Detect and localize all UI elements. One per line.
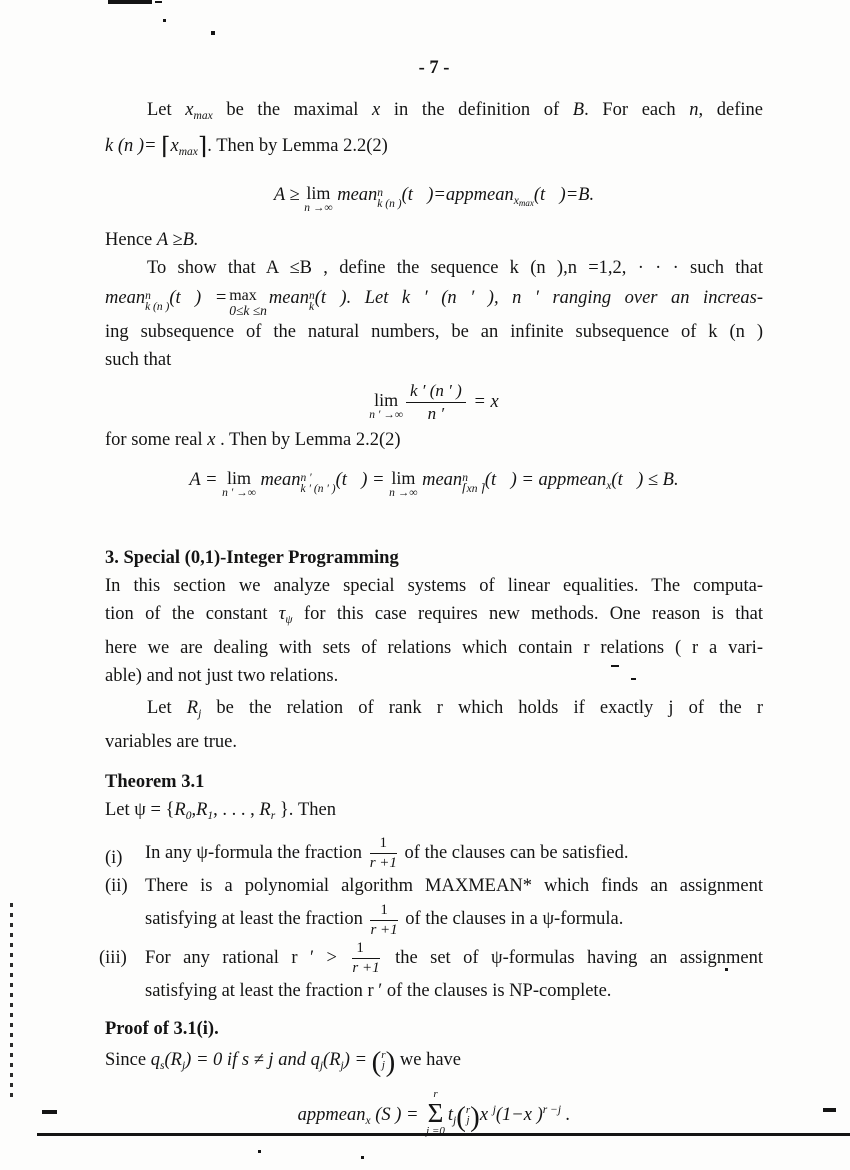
item-ii-line-2 [145,900,763,938]
appmean-sub: x [606,480,612,492]
text-run: In any ψ-formula the fraction [145,843,367,863]
fraction [406,381,466,424]
math-base: mean [105,288,146,308]
hence-line [105,226,763,254]
math-base: R [196,800,208,820]
math-Rr [259,800,275,820]
math-sub: j [198,708,202,720]
text-run: . [561,1104,571,1125]
text-run: (t⃗)= [401,185,446,205]
item-label-i: (i) [105,848,123,868]
fraction-numerator: 1 [370,902,397,921]
scan-dotted-left-edge [10,903,13,1099]
binomial-top: r [381,1048,386,1061]
text-run: ( [323,1049,330,1070]
text-run: Since [105,1049,151,1070]
item-label-iii: (iii) [99,947,127,968]
text-run: ing subsequence of the natural numbers, be an infinite subsequence of k (n ) [105,322,763,342]
lim-subscript: n ′ →∞ [369,409,403,421]
text-run: able) and not just two relations. [105,666,339,686]
item-ii-line-1 [145,872,763,900]
sigma-icon: Σ [427,1097,444,1128]
item-iii-line-2 [145,977,763,1005]
text-run: here we are dealing with sets of relations which contain r relations ( r a vari- [105,638,763,658]
text-run: Hence [105,230,157,250]
text-run: we have [395,1049,461,1070]
lim-subscript: n →∞ [389,487,418,499]
limit-operator-2 [389,469,417,499]
lim-text: lim [391,468,416,488]
math-base: τ [278,604,286,624]
mean-scripts [301,473,336,495]
math-base: R [329,1049,341,1070]
lim-text: lim [374,390,399,410]
math-sub: max [193,110,213,122]
mean-sub: ⌈xn ⌉ [462,483,485,495]
mean-sup: n [462,472,468,484]
proof-heading [105,1015,763,1043]
math-A-eq: A = [189,470,223,490]
text-run: Let [147,100,186,120]
math-base: t [447,1104,454,1125]
paragraph-2-line-1 [105,254,763,282]
theorem-item-ii [105,872,763,938]
theorem-item-i [105,834,763,872]
binomial-top: r [465,1103,471,1116]
math-sub: j [319,1059,324,1072]
paragraph-1-line-2 [105,130,763,168]
fraction-numerator: 1 [352,940,379,959]
page-number [105,54,763,82]
lim-text: lim [226,468,251,488]
mean-term-1 [260,470,336,495]
text-run: = x [468,392,499,412]
paragraph-2-line-3 [105,318,763,346]
item-i-text [145,834,763,872]
text-run: for some real [105,430,208,450]
math-A-geq: A ≥ [273,185,305,205]
text-run: (t⃗) = [335,470,390,490]
appmean-term [538,470,611,490]
math-tj [448,1105,456,1125]
mean-scripts [377,188,401,210]
text-run: be the relation of rank r which holds if exactly j of the r [201,698,764,718]
appmean-sub: x [365,1114,371,1127]
section-3-heading [105,544,763,572]
fraction [370,835,397,872]
right-paren-icon: ) [470,1100,480,1133]
mean-scripts [145,291,169,313]
max-operator [229,288,267,318]
text-run: for this case requires new methods. One reason is that [292,604,763,624]
text-run: . For each [584,100,690,120]
text-run: . Then by Lemma 2.2(2) [220,430,401,450]
mean-term [337,185,402,210]
fraction-numerator: 1 [370,835,397,854]
equation-3 [105,460,763,506]
scan-dash-bottom-right [823,1108,836,1112]
lim-text: lim [306,183,331,203]
math-B: B [572,100,585,120]
appmean-sub [514,195,534,207]
text-run: , . . . , [213,800,260,820]
mean-sub: k ′ (n ′ ) [300,483,336,495]
text-run: , define [698,100,763,120]
item-label-ii: (ii) [105,876,128,897]
binomial-bottom: j [381,1058,385,1071]
paragraph-5-line-1 [105,694,763,728]
fraction-denominator: r +1 [369,855,397,872]
fraction [370,902,397,939]
math-sub: max [178,146,198,158]
text-run: There is a polynomial algorithm MAXMEAN* which finds an assignment [145,876,763,897]
math-base: mean [260,470,301,490]
summation-operator [426,1089,445,1137]
lim-subscript: n ′ →∞ [222,487,256,499]
section-heading-text: 3. Special (0,1)-Integer Programming [105,548,399,568]
math-x: x [207,430,221,450]
left-paren-icon: ( [371,1045,382,1078]
limit-operator [369,391,403,421]
scan-speck-6 [258,1150,261,1153]
math-n: n [689,100,699,120]
text-run: of the clauses can be satisfied. [399,843,629,863]
text-run: be the maximal [212,100,373,120]
sum-upper: r [433,1087,438,1100]
equation-2 [105,378,763,426]
text-run: tion of the constant [105,604,279,624]
math-base: mean [337,185,378,205]
text-column [99,0,764,1146]
text-run: in the definition of [380,100,573,120]
fraction-denominator: r +1 [352,959,380,976]
text-run: ) = [343,1049,372,1070]
math-base: R [170,1049,182,1070]
scan-speck-7 [361,1156,364,1159]
mean-sup: n [377,187,384,199]
sum-lower: j =0 [426,1124,445,1137]
math-sub: ψ [285,614,293,626]
math-R1 [196,800,213,820]
math-base: q [150,1049,160,1070]
max-subscript: 0≤k ≤n [229,303,267,318]
appmean-term [445,185,534,208]
text-run: Let [147,698,187,718]
math-x: x [372,100,381,120]
text-run: the set of ψ-formulas having an assignment [382,947,763,968]
math-sub: j [340,1059,344,1072]
paragraph-2-line-4 [105,346,763,374]
mean-sub: k (n ) [145,301,170,313]
math-subsub: max [518,198,534,208]
math-sub: 1 [207,810,214,822]
paragraph-2-line-2 [105,282,763,318]
mean-sup: n [145,290,151,302]
math-Rj [187,698,202,718]
item-iii-line-1 [145,939,763,977]
paragraph-4-line-3 [105,634,763,662]
math-base: x [185,100,194,120]
left-ceiling-icon: ⌈ [161,134,171,160]
proof-heading-text: Proof of 3.1(i). [105,1018,219,1039]
mean-term [105,288,170,313]
page-number-text: - 7 - [418,58,450,78]
theorem-heading [105,768,763,796]
math-base: R [186,698,199,718]
math-sub: 0 [185,810,192,822]
math-base: mean [268,288,309,308]
text-run: (t⃗) ≤ B. [611,470,679,490]
mean-scripts [462,473,485,495]
fraction [352,940,379,977]
limit-operator-1 [222,469,256,499]
fraction-numerator: k ′ (n ′ ) [406,381,466,403]
theorem-heading-text: Theorem 3.1 [105,772,205,792]
text-run: (S ) = [370,1104,424,1125]
mean-sub: k [308,301,315,313]
mean-sub: k (n ) [377,198,402,210]
paragraph-4-line-1 [105,572,763,600]
math-xmax [171,136,198,156]
limit-operator [304,184,332,214]
math-Rj-2 [329,1050,344,1070]
paragraph-1-line-1 [105,96,763,130]
math-run: A ≥B. [156,230,199,250]
math-base: mean [422,470,463,490]
text-run: (1−x ) [495,1104,543,1125]
text-run: , [191,800,197,820]
math-base: x [479,1104,493,1125]
math-base: x [170,136,179,156]
math-base: R [259,800,271,820]
text-run: such that [105,350,172,370]
math-Rj [171,1050,186,1070]
math-tau-psi [279,604,293,624]
math-base: R [174,800,186,820]
text-run: satisfying at least the fraction r ′ of the clauses is NP-complete. [145,980,612,1001]
text-run: (t⃗). Let k ′ (n ′ ), n ′ ranging over an increas- [314,288,763,308]
text-run: satisfying at least the fraction [145,909,368,930]
math-sub: s [159,1059,165,1072]
mean-term-2 [422,470,485,495]
text-run: }. Then [275,800,336,820]
text-run: ) = 0 if s ≠ j and [185,1049,311,1070]
right-paren-icon: ) [385,1045,396,1078]
theorem-intro [105,796,763,830]
text-run: ( [164,1049,171,1070]
math-xmax [185,100,212,120]
math-base: x [513,195,519,207]
paragraph-4-line-4 [105,662,763,690]
math-sub: j [181,1059,186,1072]
binomial-coefficient [456,1100,480,1133]
math-base: appmean [297,1104,366,1125]
paragraph-4-line-2 [105,600,763,634]
math-qs [151,1050,165,1070]
mean-sup: n [308,290,315,302]
equation-1 [105,174,763,224]
paragraph-7 [105,1043,763,1083]
left-paren-icon: ( [456,1100,466,1133]
lim-subscript: n →∞ [304,202,333,214]
math-base: q [310,1049,320,1070]
right-ceiling-icon: ⌉ [197,134,208,160]
binomial-bottom: j [466,1113,470,1126]
appmean-term [298,1105,371,1125]
math-sup: r −j [542,1103,562,1116]
text-run: In this section we analyze special systems of linear equalities. The computa- [105,576,763,596]
math-kn-def: k (n )= [105,136,162,156]
equation-4 [105,1085,763,1146]
math-base: appmean [445,185,514,205]
max-text: max [229,287,257,304]
math-sup: j [492,1103,496,1116]
text-run: Let ψ = { [105,800,175,820]
text-run: variables are true. [105,732,237,752]
fraction-denominator: r +1 [370,921,398,938]
text-run: For any rational r ′ > [145,947,350,968]
math-qj [311,1050,323,1070]
text-run: . Then by Lemma 2.2(2) [207,136,388,156]
paragraph-3 [105,426,763,454]
fraction-denominator: n ′ [427,404,445,424]
mean-sup: n ′ [300,472,312,484]
text-run: (t⃗) = [484,470,539,490]
paragraph-5-line-2 [105,728,763,756]
binomial-coefficient [371,1045,396,1078]
text-run: (t⃗) = [169,288,228,308]
text-run: (t⃗)=B. [533,185,595,205]
theorem-item-iii [99,939,763,1005]
math-base: appmean [538,470,607,490]
text-run: of the clauses in a ψ-formula. [400,909,624,930]
text-run: To show that A ≤B , define the sequence k (n ),n =1,2, · · · such that [147,258,763,278]
math-R0 [174,800,191,820]
math-sub: r [270,810,276,822]
scan-dash-bottom-left [42,1110,57,1114]
math-x-pow [480,1105,496,1125]
math-sub: j [453,1114,457,1127]
mean-term-2 [268,288,315,313]
